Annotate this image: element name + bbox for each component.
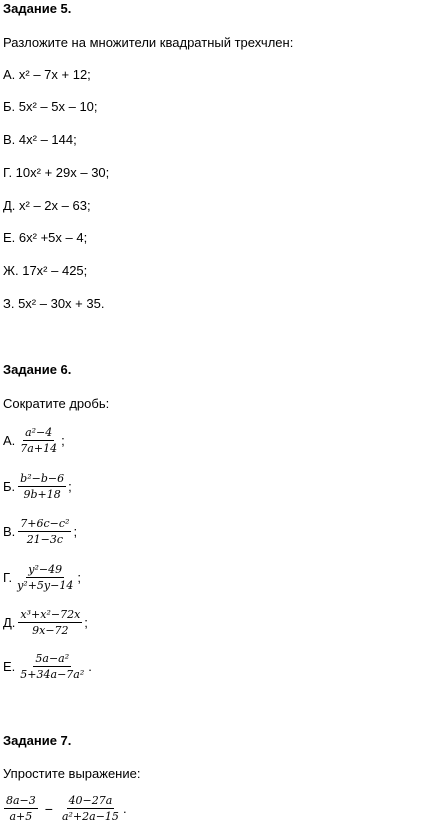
- task5-item-d: Д. x² – 2x – 63;: [3, 198, 91, 213]
- task5-item-g: Г. 10x² + 29x – 30;: [3, 165, 110, 180]
- numerator: 8a−3: [6, 794, 36, 807]
- task5-title: Задание 5.: [3, 1, 72, 16]
- item-end: ;: [61, 433, 65, 448]
- fraction-first: [4, 794, 38, 823]
- task6-item-b: [3, 472, 72, 501]
- numerator: 7+6c−c²: [20, 517, 70, 530]
- minus-operator: −: [44, 800, 53, 817]
- task5-item-zh: Ж. 17x² – 425;: [3, 263, 88, 278]
- task6-item-a: [3, 426, 65, 455]
- task6-instruction: Сократите дробь:: [3, 396, 110, 411]
- task6-item-d: [3, 608, 88, 637]
- item-prefix: В.: [3, 524, 16, 539]
- fraction: [18, 517, 71, 546]
- fraction: [18, 652, 86, 681]
- fraction: [18, 472, 66, 501]
- task5-item-b: Б. 5x² – 5x – 10;: [3, 99, 98, 114]
- numerator: 40−27a: [68, 794, 113, 807]
- denominator: y²+5y−14: [17, 579, 74, 592]
- task6-item-e: [3, 652, 92, 681]
- denominator: 9x−72: [32, 624, 69, 637]
- denominator: 5+34a−7a²: [20, 668, 85, 681]
- task6-title: Задание 6.: [3, 362, 72, 377]
- task5-item-e: Е. 6x² +5x – 4;: [3, 230, 88, 245]
- task5-item-a: А. x² – 7x + 12;: [3, 67, 91, 82]
- task6-item-v: [3, 517, 77, 546]
- numerator: 5a−a²: [35, 652, 70, 665]
- denominator: a+5: [9, 810, 33, 823]
- numerator: a²−4: [25, 426, 53, 439]
- task7-expression: [3, 794, 127, 823]
- item-end: ;: [68, 479, 72, 494]
- item-prefix: Г.: [3, 570, 13, 585]
- task7-instruction: Упростите выражение:: [3, 766, 141, 781]
- item-prefix: Б.: [3, 479, 16, 494]
- numerator: y²−49: [28, 563, 63, 576]
- expression-end: .: [122, 801, 127, 816]
- item-end: .: [88, 659, 92, 674]
- task5-instruction: Разложите на множители квадратный трехчлен:: [3, 35, 294, 50]
- denominator: 21−3c: [26, 533, 64, 546]
- item-end: ;: [77, 570, 81, 585]
- item-prefix: Д.: [3, 615, 16, 630]
- item-end: ;: [73, 524, 78, 539]
- denominator: 7a+14: [20, 442, 58, 455]
- task7-title: Задание 7.: [3, 733, 72, 748]
- item-end: ;: [84, 615, 88, 630]
- numerator: x³+x²−72x: [20, 608, 81, 621]
- task6-item-g: [3, 563, 81, 592]
- fraction: [18, 608, 82, 637]
- fraction: [18, 426, 59, 455]
- numerator: b²−b−6: [20, 472, 65, 485]
- task5-item-v: В. 4x² – 144;: [3, 132, 77, 147]
- denominator: 9b+18: [23, 488, 61, 501]
- item-prefix: А.: [3, 433, 16, 448]
- item-prefix: Е.: [3, 659, 16, 674]
- fraction-second: [60, 794, 121, 823]
- task5-item-z: З. 5x² – 30x + 35.: [3, 296, 105, 311]
- fraction: [15, 563, 75, 592]
- denominator: a²+2a−15: [61, 810, 119, 823]
